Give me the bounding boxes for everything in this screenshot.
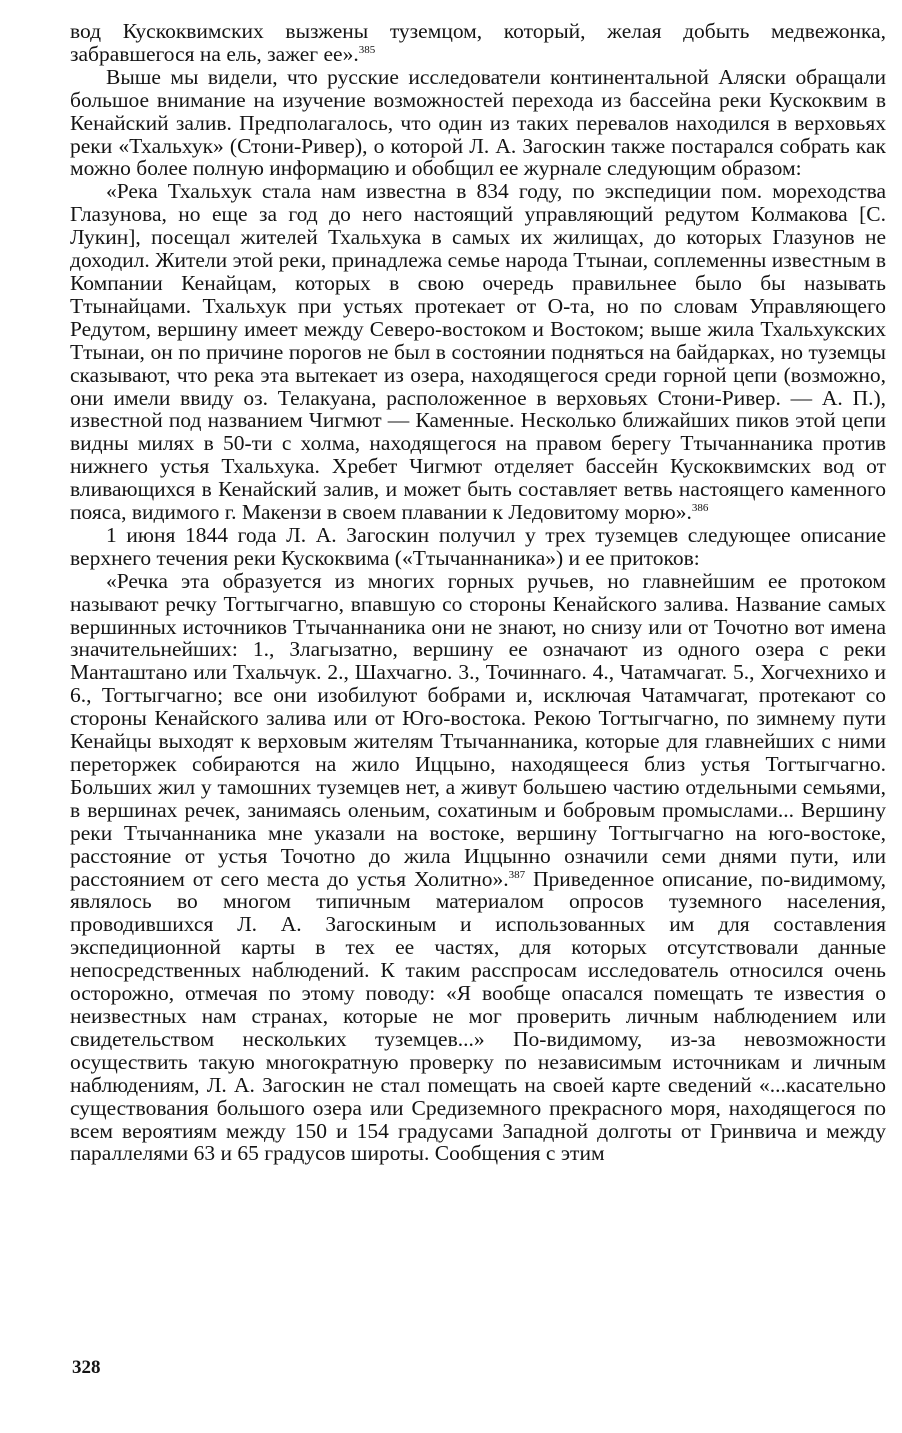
- footnote-ref: 386: [691, 502, 709, 515]
- paragraph-text-continued: Приведенное описание, по-видимому, являлось во многом типичным материалом опросов туземного населения, проводившихся Л. А. Загоскиным и использованных им для составления экспедиционной карты в тех ее частях, для которых отсутствовали данные непосредственных наблюдений. К таким расспросам исследователь относился очень осторожно, отмечая по этому поводу: «Я вообще опасался помещать те известия о неизвестных нам странах, которые не мог проверить личным наблюдением или свидетельством нескольких туземцев...» По-видимому, из-за невозможности осуществить такую многократную проверку по независимым источникам и личным наблюдениям, Л. А. Загоскин не стал помещать на своей карте сведений «...касательно существования большого озера или Средиземного прекрасного моря, находящегося по всем вероятиям между 150 и 154 градусами Западной долготы от Гринвича и между параллелями 63 и 65 градусов широты. Сообщения с этим: [70, 866, 886, 1166]
- quote-thalkhuk-river: [70, 180, 886, 524]
- paragraph-portages: [70, 66, 886, 181]
- page-body: [70, 20, 886, 1165]
- paragraph-text: 1 июня 1844 года Л. А. Загоскин получил у трех туземцев следующее описание верхнего течения реки Кускоквима («Ттычаннаника») и ее притоков:: [70, 522, 886, 570]
- paragraph-text: вод Кускоквимских вызжены туземцом, который, желая добыть медвежонка, забравшегося на ель, зажег ее».: [70, 19, 886, 66]
- paragraph-continuation: [70, 20, 886, 66]
- quote-upper-kuskokwim: [70, 570, 886, 1166]
- page-number: 328: [72, 1357, 101, 1378]
- footnote-ref: 385: [358, 43, 376, 56]
- footnote-ref: 387: [508, 868, 526, 881]
- paragraph-text: «Река Тхальхук стала нам известна в 834 году, по экспедиции пом. мореходства Глазунова, но еще за год до него настоящий управляющий редутом Колмакова [С. Лукин], посещал жителей Тхальхука в самых их жилищах, до которых Глазунов не доходил. Жители этой реки, принадлежа семье народа Ттынаи, соплеменны известным в Компании Кенайцам, которых в свою очередь правильнее было бы называть Ттынайцами. Тхальхук при устьях протекает от О-та, но по словам Управляющего Редутом, вершину имеет между Северо-востоком и Востоком; выше жила Тхальхукских Ттынаи, он по причине порогов не был в состоянии подняться на байдарках, но туземцы сказывают, что река эта вытекает из озера, находящегося среди горной цепи (возможно, они имели ввиду оз. Телакуана, расположенное в верховьях Стони-Ривер. — А. П.), известной под названием Чигмют — Каменные. Несколько ближайших пиков этой цепи видны милях в 50-ти с холма, находящегося на правом берегу Ттычаннаника против нижнего устья Тхальхука. Хребет Чигмют отделяет бассейн Кускоквимских вод от вливающихся в Кенайский залив, и может быть составляет ветвь настоящего каменного пояса, видимого г. Макензи в своем плавании к Ледовитому морю».: [70, 179, 886, 525]
- paragraph-june-1844: [70, 524, 886, 570]
- paragraph-text: Выше мы видели, что русские исследователи континентальной Аляски обращали большое внимание на изучение возможностей перехода из бассейна реки Кускоквим в Кенайский залив. Предполагалось, что один из таких перевалов находился в верховьях реки «Тхальхук» (Стони-Ривер), о которой Л. А. Загоскин также постарался собрать как можно более полную информацию и обобщил ее журнале следующим образом:: [70, 64, 886, 181]
- paragraph-text: «Речка эта образуется из многих горных ручьев, но главнейшим ее протоком называют речку Тогтыгчагно, впавшую со стороны Кенайского залива. Название самых вершинных источников Ттычаннаника они не знают, но снизу или от Точотно вот имена значительнейших: 1., Злагызатно, вершину ее означают из одного озера с реки Манташтано или Тхальчук. 2., Шахчагно. 3., Точиннаго. 4., Чатамчагат. 5., Хогчехнихо и 6., Тогтыгчагно; все они изобилуют бобрами и, исключая Чатамчагат, протекают со стороны Кенайского залива или от Юго-востока. Рекою Тогтыгчагно, по зимнему пути Кенайцы выходят к верховым жителям Ттычаннаника, которые для главнейших с ними переторжек собираются на жило Иццыно, находящееся близ устья Тогтыгчагно. Больших жил у тамошних туземцев нет, а живут большею частию отдельными семьями, в вершинах речек, занимаясь оленьим, сохатиным и бобровым промыслами... Вершину реки Ттычаннаника мне указали на востоке, вершину Тогтыгчагно на юго-востоке, расстояние от устья Точотно до жила Иццынно означили семи днями пути, или расстоянием от сего места до устья Холитно».: [70, 568, 886, 891]
